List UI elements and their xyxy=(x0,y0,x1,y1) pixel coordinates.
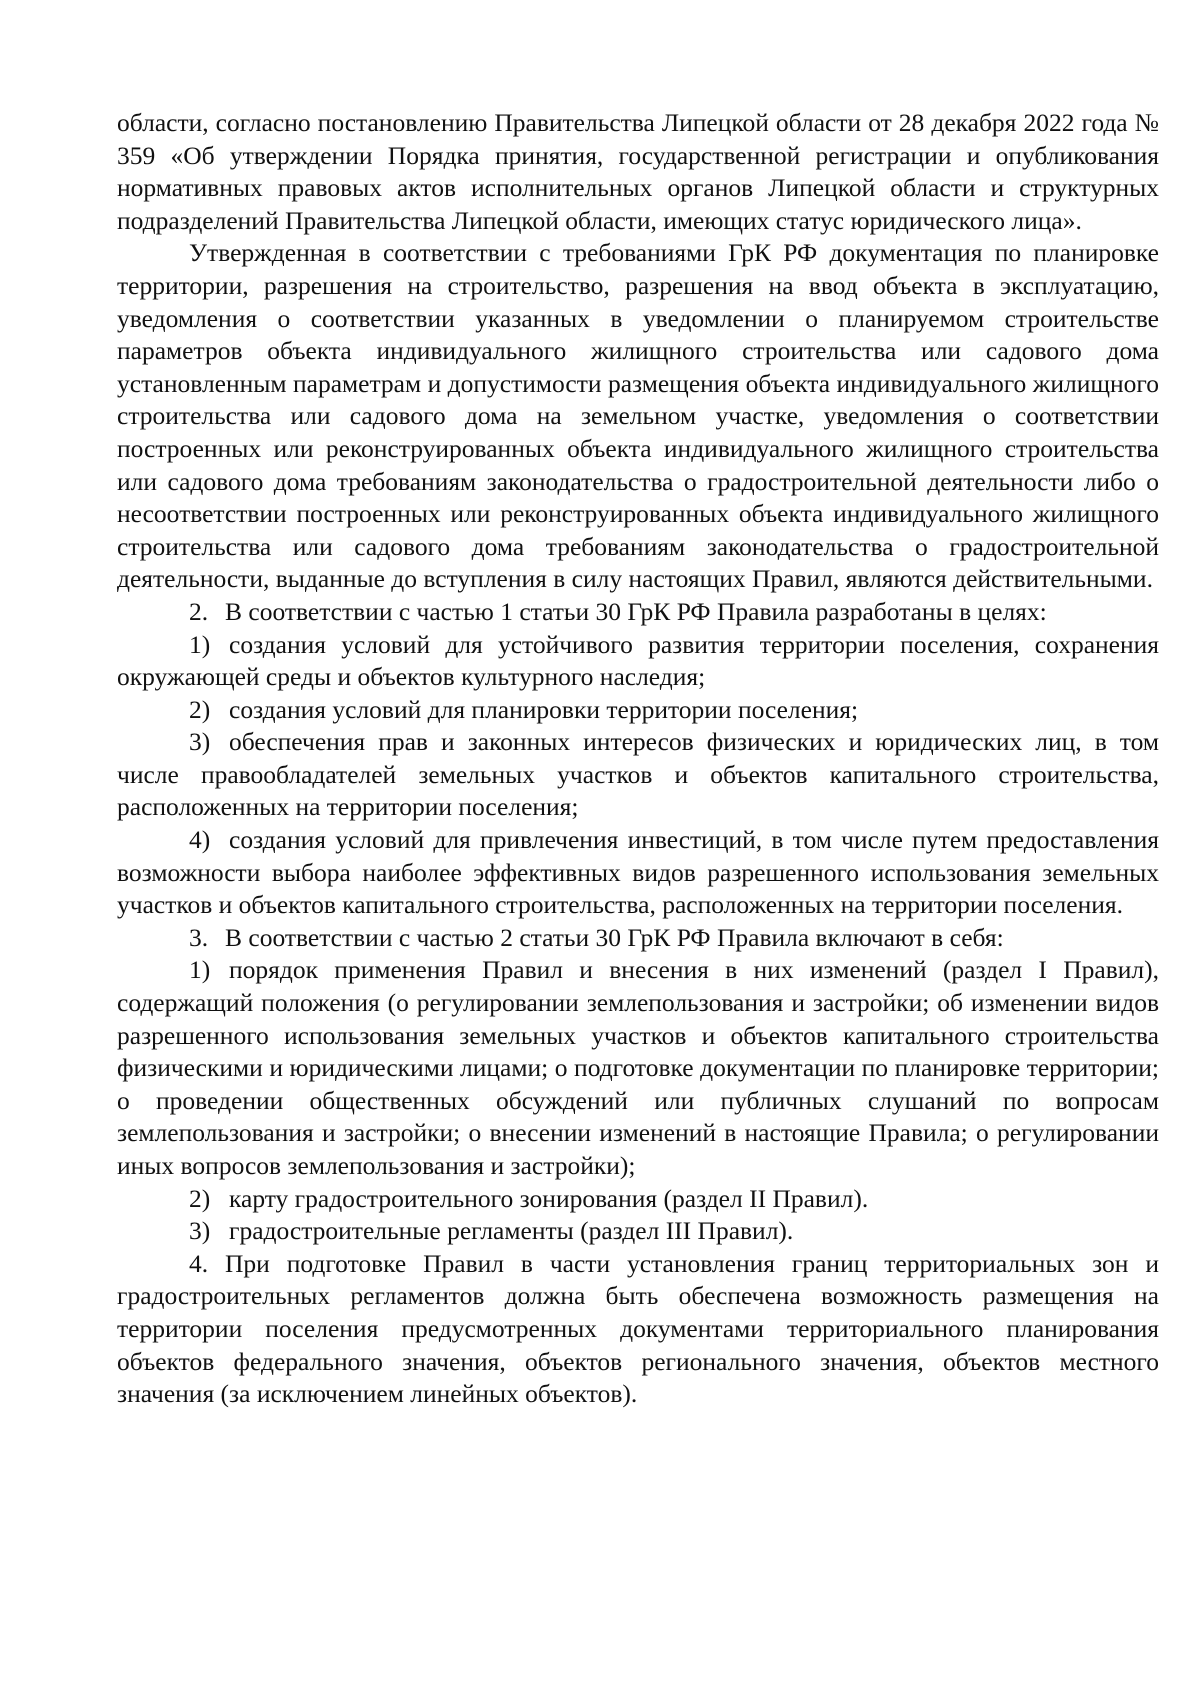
paragraph-approved-documentation: Утвержденная в соответствии с требованиями ГрК РФ документация по планировке территории, разрешения на строительство, разрешения на ввод объекта в эксплуатацию, уведомления о соответствии указанных в уведомлении о планируемом строительстве параметров объекта индивидуального жилищного строительства или садового дома установленным параметрам и допустимости размещения объекта индивидуального жилищного строительства или садового дома на земельном участке, уведомления о соответствии построенных или реконструированных объекта индивидуального жилищного строительства или садового дома требованиям законодательства о градостроительной деятельности либо о несоответствии построенных или реконструированных объекта индивидуального жилищного строительства или садового дома требованиям законодательства о градостроительной деятельности, выданные до вступления в силу настоящих Правил, являются действительными. xyxy=(117,238,1159,594)
item-text: порядок применения Правил и внесения в них изменений (раздел I Правил), содержащий положения (о регулировании землепользования и застройки; об изменении видов разрешенного использования земельных участков и объектов капитального строительства физическими и юридическими лицами; о подготовке документации по планировке территории; о проведении общественных обсуждений или публичных слушаний по вопросам землепользования и застройки; о внесении изменений в настоящие Правила; о регулировании иных вопросов землепользования и застройки); xyxy=(117,955,1159,1180)
item-text: карту градостроительного зонирования (раздел II Правил). xyxy=(229,1183,869,1213)
document-page xyxy=(117,107,1159,1411)
item-text: создания условий для устойчивого развития территории поселения, сохранения окружающей среды и объектов культурного наследия; xyxy=(117,629,1159,692)
paragraph-item-4 xyxy=(117,1248,1159,1411)
item-text: создания условий для привлечения инвестиций, в том числе путем предоставления возможности выбора наиболее эффективных видов разрешенного использования земельных участков и объектов капитального строительства, расположенных на территории поселения. xyxy=(117,825,1159,920)
item-number: 2. xyxy=(189,596,209,626)
item-number: 4. xyxy=(189,1248,209,1278)
paragraph-item-3 xyxy=(117,922,1159,955)
item-number: 3. xyxy=(189,922,209,952)
item-text: обеспечения прав и законных интересов физических и юридических лиц, в том числе правообладателей земельных участков и объектов капитального строительства, расположенных на территории поселения; xyxy=(117,727,1159,822)
paragraph-item-3-1 xyxy=(117,954,1159,1182)
item-number: 4) xyxy=(189,825,211,855)
item-number: 1) xyxy=(189,955,211,985)
item-text: В соответствии с частью 1 статьи 30 ГрК РФ Правила разработаны в целях: xyxy=(225,596,1047,626)
paragraph-item-3-2 xyxy=(117,1183,1159,1216)
item-text: создания условий для планировки территории поселения; xyxy=(229,694,859,724)
paragraph-item-2-4 xyxy=(117,824,1159,922)
paragraph-item-2 xyxy=(117,596,1159,629)
item-number: 2) xyxy=(189,694,211,724)
item-number: 2) xyxy=(189,1183,211,1213)
paragraph-item-2-3 xyxy=(117,726,1159,824)
item-text: В соответствии с частью 2 статьи 30 ГрК РФ Правила включают в себя: xyxy=(225,922,1004,952)
item-number: 3) xyxy=(189,1216,211,1246)
item-text: градостроительные регламенты (раздел III Правил). xyxy=(229,1216,794,1246)
item-text: При подготовке Правил в части установления границ территориальных зон и градостроительных регламентов должна быть обеспечена возможность размещения на территории поселения предусмотренных документами территориального планирования объектов федерального значения, объектов регионального значения, объектов местного значения (за исключением линейных объектов). xyxy=(117,1248,1159,1409)
item-number: 3) xyxy=(189,727,211,757)
item-number: 1) xyxy=(189,629,211,659)
paragraph-continuation: области, согласно постановлению Правительства Липецкой области от 28 декабря 2022 года № 359 «Об утверждении Порядка принятия, государственной регистрации и опубликования нормативных правовых актов исполнительных органов Липецкой области и структурных подразделений Правительства Липецкой области, имеющих статус юридического лица». xyxy=(117,108,1159,235)
paragraph-item-2-2 xyxy=(117,694,1159,727)
paragraph-item-2-1 xyxy=(117,629,1159,694)
paragraph-item-3-3 xyxy=(117,1215,1159,1248)
